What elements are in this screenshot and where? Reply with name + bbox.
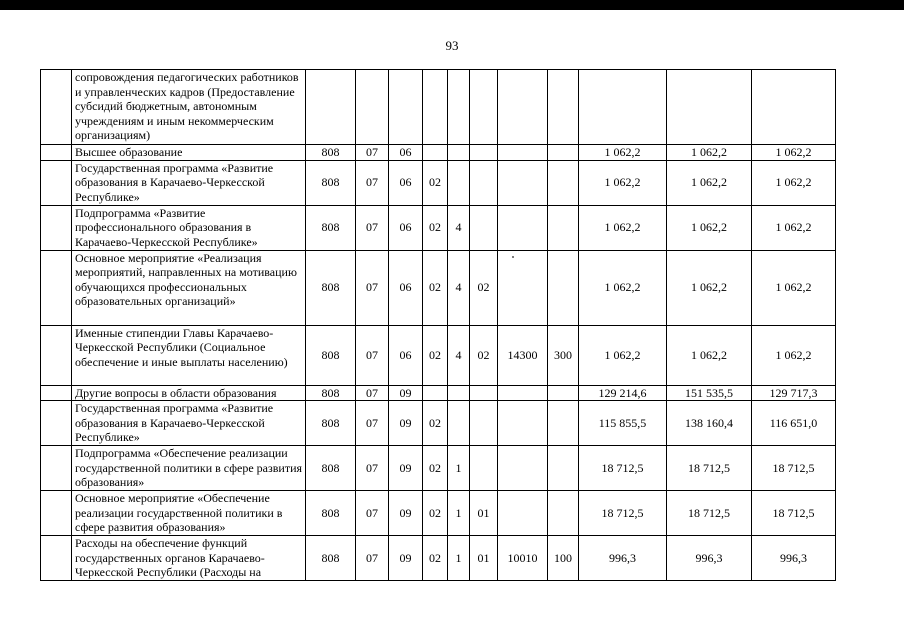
budget-table: [40, 69, 836, 581]
table-row: [41, 145, 836, 161]
section-code: 07: [356, 325, 389, 385]
event-code: [470, 70, 498, 145]
section-code: 07: [356, 160, 389, 205]
subprogram-code: 1: [448, 446, 470, 491]
section-code: 07: [356, 536, 389, 581]
row-name: Подпрограмма «Развитие профессионального образования в Карачаево-Черкесской Республике»: [72, 205, 306, 250]
event-code: [470, 401, 498, 446]
amount-year-3: 1 062,2: [752, 325, 836, 385]
event-code: 01: [470, 536, 498, 581]
row-name: Высшее образование: [72, 145, 306, 161]
amount-year-3: 1 062,2: [752, 250, 836, 325]
ministry-code: 808: [306, 401, 356, 446]
subsection-code: 09: [389, 536, 423, 581]
ministry-code: 808: [306, 385, 356, 401]
row-name: Другие вопросы в области образования: [72, 385, 306, 401]
section-code: 07: [356, 145, 389, 161]
expense-type-code: [548, 385, 579, 401]
row-index-cell: [41, 446, 72, 491]
row-name: Основное мероприятие «Реализация мероприятий, направленных на мотивацию обучающихся профессиональных образовательных организаций»: [72, 250, 306, 325]
row-name: Государственная программа «Развитие образования в Карачаево-Черкесской Республике»: [72, 401, 306, 446]
direction-code: 14300: [498, 325, 548, 385]
subprogram-code: 1: [448, 491, 470, 536]
table-row: [41, 446, 836, 491]
table-row: [41, 205, 836, 250]
amount-year-2: 996,3: [667, 536, 752, 581]
amount-year-1: [579, 70, 667, 145]
amount-year-1: 115 855,5: [579, 401, 667, 446]
amount-year-3: 1 062,2: [752, 160, 836, 205]
row-name: Основное мероприятие «Обеспечение реализации государственной политики в сфере развития образования»: [72, 491, 306, 536]
amount-year-2: 1 062,2: [667, 145, 752, 161]
subprogram-code: 4: [448, 250, 470, 325]
expense-type-code: [548, 160, 579, 205]
program-code: 02: [423, 491, 448, 536]
section-code: 07: [356, 385, 389, 401]
program-code: 02: [423, 250, 448, 325]
event-code: [470, 160, 498, 205]
event-code: 01: [470, 491, 498, 536]
row-name: Расходы на обеспечение функций государственных органов Карачаево-Черкесской Республики (Расходы на: [72, 536, 306, 581]
row-index-cell: [41, 536, 72, 581]
amount-year-3: 996,3: [752, 536, 836, 581]
amount-year-1: 1 062,2: [579, 325, 667, 385]
amount-year-1: 18 712,5: [579, 446, 667, 491]
table-row: [41, 250, 836, 325]
program-code: 02: [423, 325, 448, 385]
section-code: 07: [356, 491, 389, 536]
row-index-cell: [41, 325, 72, 385]
program-code: 02: [423, 401, 448, 446]
amount-year-1: 1 062,2: [579, 160, 667, 205]
table-row: [41, 536, 836, 581]
subsection-code: 09: [389, 385, 423, 401]
ministry-code: 808: [306, 250, 356, 325]
direction-code: [498, 145, 548, 161]
table-row: [41, 401, 836, 446]
subprogram-code: [448, 145, 470, 161]
event-code: [470, 145, 498, 161]
row-index-cell: [41, 160, 72, 205]
expense-type-code: [548, 401, 579, 446]
event-code: 02: [470, 325, 498, 385]
subsection-code: 09: [389, 401, 423, 446]
amount-year-3: 18 712,5: [752, 491, 836, 536]
program-code: 02: [423, 536, 448, 581]
ministry-code: 808: [306, 145, 356, 161]
subsection-code: 06: [389, 160, 423, 205]
row-name: сопровождения педагогических работников и управленческих кадров (Предоставление субсидий бюджетным, автономным учреждениям и иным некоммерческим организациям): [72, 70, 306, 145]
event-code: [470, 205, 498, 250]
row-index-cell: [41, 70, 72, 145]
amount-year-1: 1 062,2: [579, 145, 667, 161]
expense-type-code: [548, 205, 579, 250]
subprogram-code: [448, 70, 470, 145]
amount-year-3: 1 062,2: [752, 205, 836, 250]
amount-year-2: 151 535,5: [667, 385, 752, 401]
program-code: 02: [423, 160, 448, 205]
section-code: 07: [356, 205, 389, 250]
expense-type-code: [548, 491, 579, 536]
subsection-code: [389, 70, 423, 145]
ministry-code: 808: [306, 160, 356, 205]
ministry-code: [306, 70, 356, 145]
amount-year-1: 996,3: [579, 536, 667, 581]
amount-year-2: [667, 70, 752, 145]
amount-year-1: 1 062,2: [579, 205, 667, 250]
page-number: 93: [445, 38, 459, 53]
direction-code: [498, 401, 548, 446]
expense-type-code: [548, 145, 579, 161]
direction-code: [498, 250, 548, 325]
expense-type-code: 100: [548, 536, 579, 581]
amount-year-1: 129 214,6: [579, 385, 667, 401]
scan-top-border: [0, 0, 904, 10]
row-index-cell: [41, 385, 72, 401]
program-code: [423, 385, 448, 401]
subsection-code: 06: [389, 145, 423, 161]
table-row: [41, 385, 836, 401]
amount-year-2: 18 712,5: [667, 446, 752, 491]
amount-year-3: 129 717,3: [752, 385, 836, 401]
row-index-cell: [41, 250, 72, 325]
program-code: [423, 70, 448, 145]
section-code: 07: [356, 446, 389, 491]
amount-year-3: [752, 70, 836, 145]
table-row: [41, 325, 836, 385]
row-index-cell: [41, 205, 72, 250]
subsection-code: 09: [389, 491, 423, 536]
row-index-cell: [41, 145, 72, 161]
row-index-cell: [41, 491, 72, 536]
direction-code: 10010: [498, 536, 548, 581]
amount-year-2: 1 062,2: [667, 325, 752, 385]
amount-year-2: 1 062,2: [667, 250, 752, 325]
expense-type-code: [548, 446, 579, 491]
program-code: 02: [423, 205, 448, 250]
direction-code: [498, 160, 548, 205]
subsection-code: 06: [389, 325, 423, 385]
direction-code: [498, 385, 548, 401]
program-code: 02: [423, 446, 448, 491]
direction-code: [498, 205, 548, 250]
amount-year-2: 138 160,4: [667, 401, 752, 446]
subprogram-code: [448, 385, 470, 401]
subprogram-code: [448, 160, 470, 205]
row-name: Подпрограмма «Обеспечение реализации государственной политики в сфере развития образования»: [72, 446, 306, 491]
section-code: 07: [356, 250, 389, 325]
event-code: 02: [470, 250, 498, 325]
ministry-code: 808: [306, 325, 356, 385]
amount-year-2: 1 062,2: [667, 160, 752, 205]
table-row: [41, 70, 836, 145]
expense-type-code: [548, 250, 579, 325]
event-code: [470, 446, 498, 491]
ministry-code: 808: [306, 491, 356, 536]
expense-type-code: [548, 70, 579, 145]
scan-speck: [512, 256, 514, 258]
ministry-code: 808: [306, 446, 356, 491]
ministry-code: 808: [306, 205, 356, 250]
subprogram-code: 1: [448, 536, 470, 581]
subsection-code: 06: [389, 250, 423, 325]
amount-year-1: 18 712,5: [579, 491, 667, 536]
subsection-code: 09: [389, 446, 423, 491]
subprogram-code: 4: [448, 325, 470, 385]
table-row: [41, 491, 836, 536]
subsection-code: 06: [389, 205, 423, 250]
row-name: Именные стипендии Главы Карачаево-Черкесской Республики (Социальное обеспечение и иные выплаты населению): [72, 325, 306, 385]
direction-code: [498, 70, 548, 145]
section-code: [356, 70, 389, 145]
amount-year-3: 18 712,5: [752, 446, 836, 491]
subprogram-code: [448, 401, 470, 446]
section-code: 07: [356, 401, 389, 446]
amount-year-2: 1 062,2: [667, 205, 752, 250]
table-row: [41, 160, 836, 205]
direction-code: [498, 446, 548, 491]
direction-code: [498, 491, 548, 536]
amount-year-3: 1 062,2: [752, 145, 836, 161]
row-name: Государственная программа «Развитие образования в Карачаево-Черкесской Республике»: [72, 160, 306, 205]
expense-type-code: 300: [548, 325, 579, 385]
amount-year-1: 1 062,2: [579, 250, 667, 325]
program-code: [423, 145, 448, 161]
subprogram-code: 4: [448, 205, 470, 250]
amount-year-2: 18 712,5: [667, 491, 752, 536]
event-code: [470, 385, 498, 401]
row-index-cell: [41, 401, 72, 446]
ministry-code: 808: [306, 536, 356, 581]
amount-year-3: 116 651,0: [752, 401, 836, 446]
